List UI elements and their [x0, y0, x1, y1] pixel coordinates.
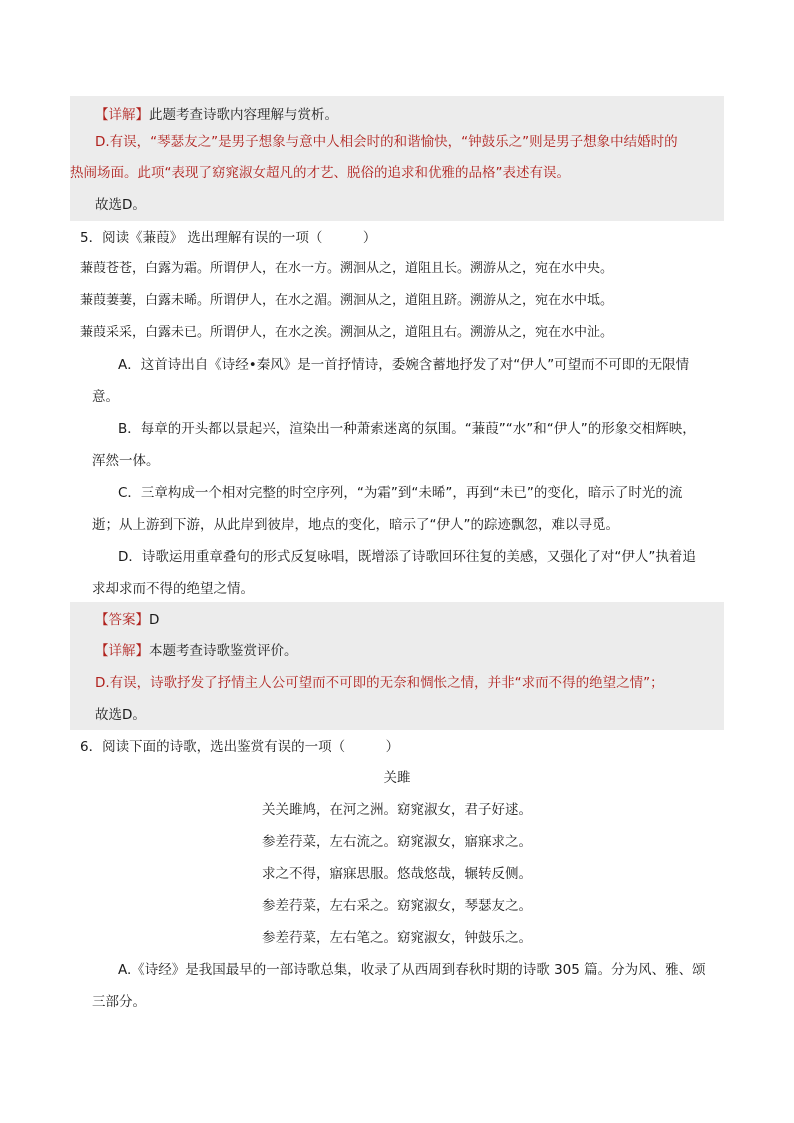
poem-line: 求之不得，寤寐思服。悠哉悠哉，辗转反侧。	[262, 866, 532, 882]
poem-title: 关雎	[383, 770, 411, 786]
option-d-cont: 求却求而不得的绝望之情。	[92, 581, 254, 597]
question-stem-q6: 6．阅读下面的诗歌，选出鉴赏有误的一项（ ）	[80, 739, 400, 755]
question-stem-q5: 5．阅读《蒹葭》 选出理解有误的一项（ ）	[80, 230, 377, 246]
detail-tag: 【详解】	[95, 643, 149, 659]
option-a-cont: 意。	[92, 389, 119, 405]
detail-line-q5	[95, 641, 298, 661]
detail-line-q4	[95, 105, 338, 125]
poem-line: 蒹葭苍苍，白露为霜。所谓伊人，在水一方。溯洄从之，道阻且长。溯游从之，宛在水中央。	[80, 261, 614, 276]
answer-tag: 【答案】	[95, 612, 149, 628]
analysis-line: D.有误，“琴瑟友之”是男子想象与意中人相会时的和谐愉快，“钟鼓乐之”则是男子想象中结婚时的	[95, 134, 678, 150]
analysis-line: D.有误，诗歌抒发了抒情主人公可望而不可即的无奈和惆怅之情，并非“求而不得的绝望之情”；	[95, 675, 664, 691]
option-b-cont: 浑然一体。	[92, 453, 160, 469]
answer-line	[95, 610, 159, 630]
option-b: B．每章的开头都以景起兴，渲染出一种萧索迷离的氛围。“蒹葭”“水”和“伊人”的形象交相辉映，	[118, 421, 696, 437]
poem-line: 关关雎鸠，在河之洲。窈窕淑女，君子好逑。	[262, 802, 532, 818]
detail-text: 本题考查诗歌鉴赏评价。	[149, 643, 298, 659]
option-a-cont: 三部分。	[92, 994, 146, 1010]
poem-line: 参差荇菜，左右流之。窈窕淑女，寤寐求之。	[262, 834, 532, 850]
answer-box-q5	[70, 602, 724, 730]
option-c: C．三章构成一个相对完整的时空序列，“为霜”到“未晞”，再到“未已”的变化，暗示了时光的流	[118, 485, 683, 501]
option-a: A．这首诗出自《诗经•秦风》是一首抒情诗，委婉含蓄地抒发了对“伊人”可望而不可即的无限情	[118, 357, 690, 373]
poem-line: 蒹葭萋萋，白露未晞。所谓伊人，在水之湄。溯洄从之，道阻且跻。溯游从之，宛在水中坻。	[80, 293, 614, 308]
conclusion-line: 故选D。	[95, 197, 146, 213]
option-a: A.《诗经》是我国最早的一部诗歌总集，收录了从西周到春秋时期的诗歌 305 篇。分为风、雅、颂	[118, 962, 706, 978]
conclusion-line: 故选D。	[95, 707, 146, 723]
option-d: D．诗歌运用重章叠句的形式反复咏唱，既增添了诗歌回环往复的美感，又强化了对“伊人”执着追	[118, 549, 696, 565]
poem-line: 参差荇菜，左右采之。窈窕淑女，琴瑟友之。	[262, 898, 532, 914]
detail-text: 此题考查诗歌内容理解与赏析。	[149, 107, 338, 123]
answer-value: D	[149, 612, 160, 628]
poem-line: 蒹葭采采，白露未已。所谓伊人，在水之涘。溯洄从之，道阻且右。溯游从之，宛在水中沚。	[80, 325, 614, 340]
detail-tag: 【详解】	[95, 107, 149, 123]
option-c-cont: 逝；从上游到下游，从此岸到彼岸，地点的变化，暗示了“伊人”的踪迹飘忽，难以寻觅。	[92, 517, 619, 533]
analysis-line: 热闹场面。此项“表现了窈窕淑女超凡的才艺、脱俗的追求和优雅的品格”表述有误。	[70, 165, 570, 181]
poem-line: 参差荇菜，左右笔之。窈窕淑女，钟鼓乐之。	[262, 930, 532, 946]
